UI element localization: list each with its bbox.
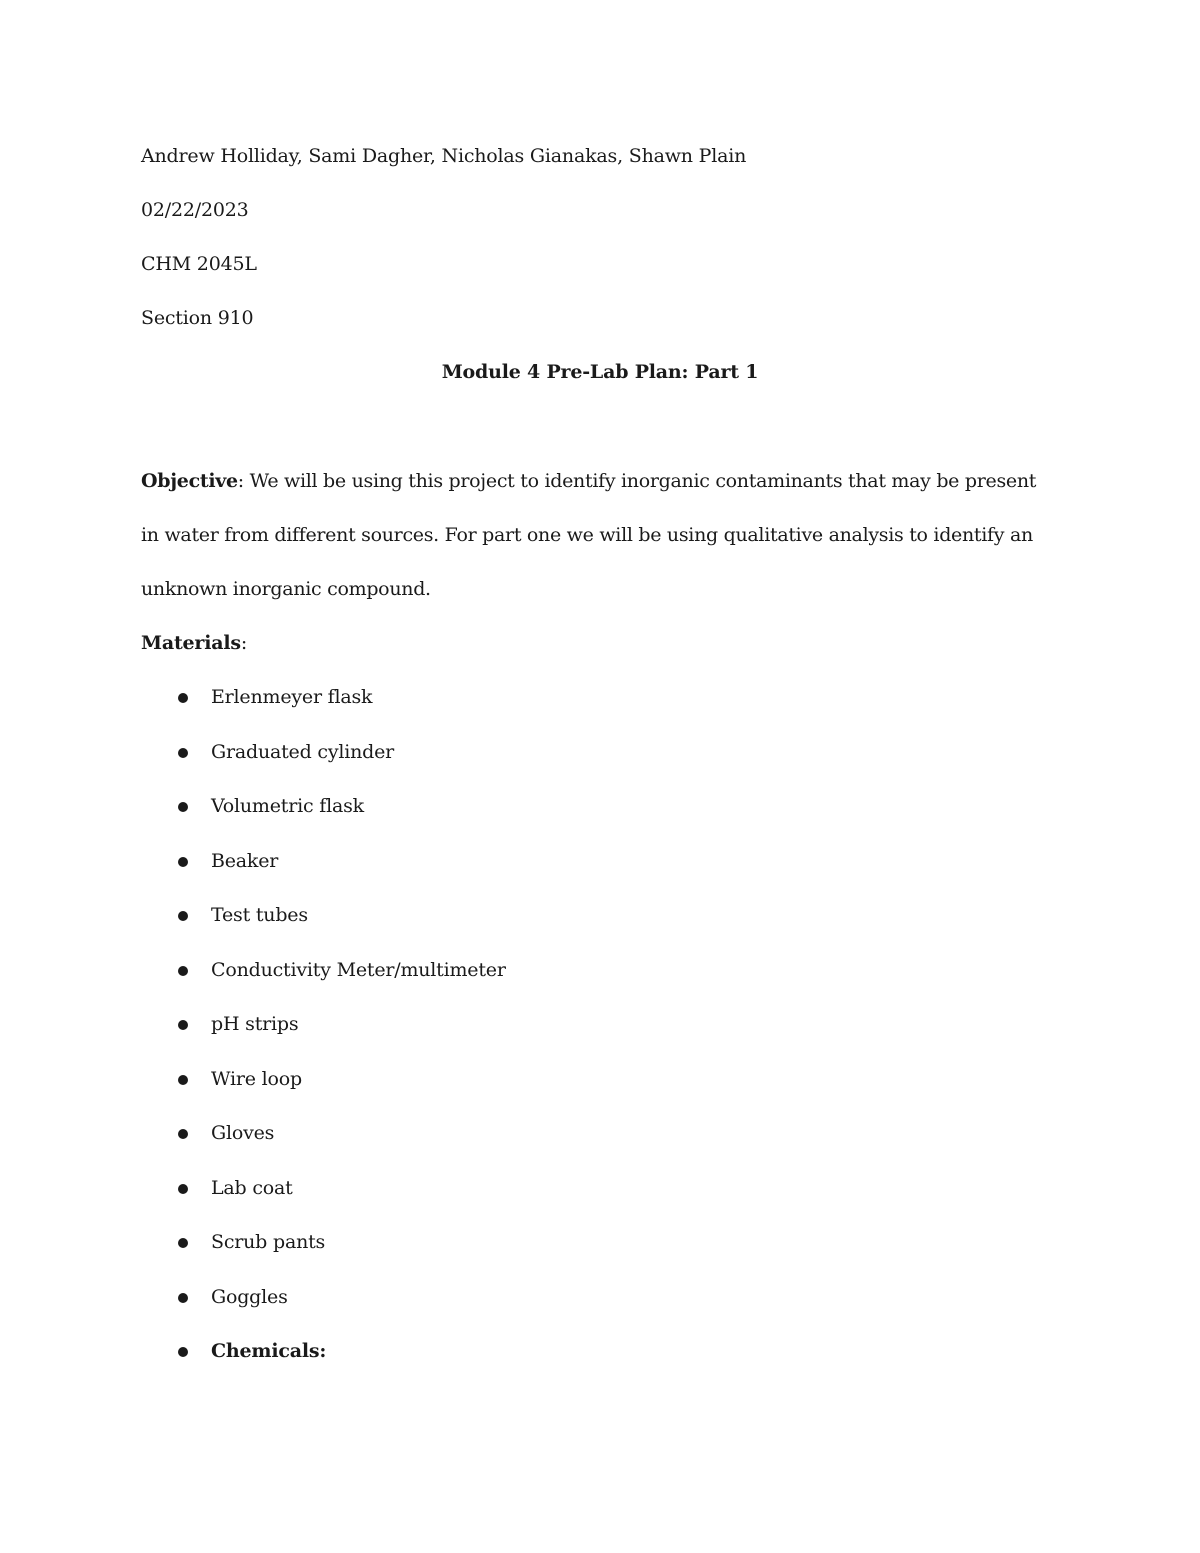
materials-label: Materials <box>141 632 241 654</box>
materials-colon: : <box>240 632 248 654</box>
list-item-label: pH strips <box>211 1013 299 1035</box>
bullet-icon <box>178 1129 188 1139</box>
objective-paragraph <box>141 454 1056 616</box>
bullet-icon <box>178 1238 188 1248</box>
date-line: 02/22/2023 <box>141 199 249 221</box>
list-item-label: Lab coat <box>211 1176 293 1199</box>
list-item-label: Volumetric flask <box>211 795 364 817</box>
authors-line: Andrew Holliday, Sami Dagher, Nicholas Gianakas, Shawn Plain <box>141 145 747 167</box>
list-item-label: Beaker <box>211 849 279 872</box>
objective-text: : We will be using this project to identify inorganic contaminants that may be present in water from different sources. For part one we will be using qualitative analysis to identify an unknown inorganic compound. <box>141 470 1037 600</box>
document-title: Module 4 Pre-Lab Plan: Part 1 <box>441 361 759 383</box>
section-line: Section 910 <box>141 307 254 329</box>
bullet-icon <box>178 693 188 703</box>
chemicals-label: Chemicals: <box>211 1340 327 1362</box>
bullet-icon <box>178 802 188 812</box>
materials-heading <box>141 631 247 655</box>
bullet-icon <box>178 911 188 921</box>
bullet-icon <box>178 857 188 867</box>
list-item-label: Test tubes <box>211 904 308 926</box>
bullet-icon <box>178 1293 188 1303</box>
list-item-label: Conductivity Meter/multimeter <box>211 958 506 981</box>
bullet-icon <box>178 1184 188 1194</box>
bullet-icon <box>178 1347 188 1357</box>
list-item-label: Wire loop <box>211 1067 302 1090</box>
bullet-icon <box>178 966 188 976</box>
bullet-icon <box>178 1075 188 1085</box>
bullet-icon <box>178 748 188 758</box>
list-item-label: Erlenmeyer flask <box>211 686 373 708</box>
list-item-label: Gloves <box>211 1122 275 1144</box>
bullet-icon <box>178 1020 188 1030</box>
list-item-label: Graduated cylinder <box>211 740 395 763</box>
objective-label: Objective <box>141 470 238 492</box>
list-item-label: Goggles <box>211 1285 288 1308</box>
course-line: CHM 2045L <box>141 253 257 275</box>
list-item-label: Scrub pants <box>211 1231 326 1253</box>
